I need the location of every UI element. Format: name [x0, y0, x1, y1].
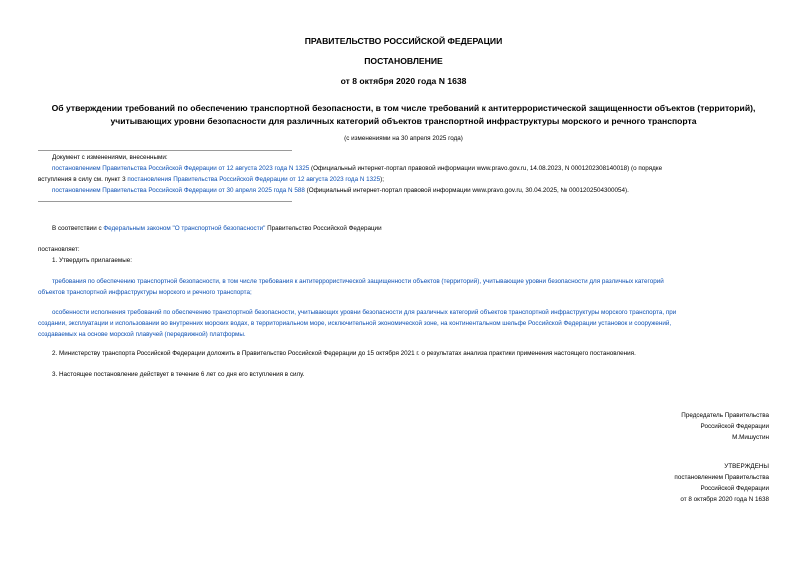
amendment-link-1[interactable]: постановлением Правительства Российской Федерации от 12 августа 2023 года N 1325	[52, 165, 310, 172]
amendment-cont-text: вступления в силу см. пункт 3	[38, 176, 128, 183]
approval-country: Российской Федерации	[700, 485, 769, 492]
amendment-text-1: (Официальный интернет-портал правовой информации www.pravo.gov.ru, 14.08.2023, N 0001202308140018) (о порядке	[309, 165, 663, 172]
document-title-line-1: Об утверждении требований по обеспечению транспортной безопасности, в том числе требований к антитеррористической защищенности объектов (территорий),	[51, 103, 756, 113]
divider-top	[38, 150, 292, 151]
signature-block	[681, 410, 769, 443]
document-title	[0, 102, 807, 128]
amendment-cont-link[interactable]: постановления Правительства Российской Федерации от 12 августа 2023 года N 1325	[127, 176, 381, 183]
signature-country: Российской Федерации	[700, 423, 769, 430]
divider-bottom	[38, 201, 292, 202]
amendment-text-2: (Официальный интернет-портал правовой информации www.pravo.gov.ru, 30.04.2025, № 0001202504300054).	[304, 187, 629, 194]
preamble-start: В соответствии с	[52, 225, 104, 232]
preamble	[52, 223, 382, 234]
approved-specifics-link[interactable]	[38, 307, 770, 340]
approval-date: от 8 октября 2020 года N 1638	[680, 496, 769, 503]
approval-block	[674, 461, 769, 505]
approved-requirements-link[interactable]	[38, 276, 770, 298]
paragraph-3: 3. Настоящее постановление действует в течение 6 лет со дня его вступления в силу.	[52, 371, 305, 378]
approval-by: постановлением Правительства	[674, 474, 769, 481]
amendment-item-1-continuation	[38, 174, 768, 185]
specifics-line-2[interactable]: создании, эксплуатации и использовании во внутренних морских водах, в территориальном море, исключительной экономической зоне, на континентальном шельфе Российской Федерации установок и сооружений,	[38, 320, 672, 327]
issuing-authority: ПРАВИТЕЛЬСТВО РОССИЙСКОЙ ФЕДЕРАЦИИ	[304, 36, 503, 46]
paragraph-2: 2. Министерству транспорта Российской Федерации доложить в Правительство Российской Федерации до 15 октября 2021 г. о результатах анализа практики применения настоящего постановления.	[52, 350, 636, 357]
document-date-number: от 8 октября 2020 года N 1638	[340, 76, 467, 86]
approval-label: УТВЕРЖДЕНЫ	[724, 463, 769, 470]
amendments-intro: Документ с изменениями, внесенными:	[52, 154, 168, 161]
preamble-end: Правительство Российской Федерации	[265, 225, 382, 232]
amendment-cont-tail: );	[380, 176, 385, 183]
document-title-line-2: учитывающих уровни безопасности для различных категорий объектов транспортной инфраструктуры морского и речного транспорта	[110, 116, 697, 126]
requirements-line-1[interactable]: требования по обеспечению транспортной безопасности, в том числе требования к антитеррористической защищенности объектов (территорий), учитывающие уровни безопасности для различных категорий	[52, 278, 664, 285]
signature-title: Председатель Правительства	[681, 412, 769, 419]
requirements-line-2[interactable]: объектов транспортной инфраструктуры морского и речного транспорта;	[38, 289, 252, 296]
resolves-text: постановляет:	[38, 246, 80, 253]
specifics-line-1[interactable]: особенности исполнения требований по обеспечению транспортной безопасности, учитывающих уровни безопасности для различных категорий объектов транспортной инфраструктуры морского транспорта, при	[52, 309, 677, 316]
amendment-item-1	[52, 163, 772, 174]
amendment-link-2[interactable]: постановлением Правительства Российской Федерации от 30 апреля 2025 года N 588	[52, 187, 305, 194]
amendment-item-2	[52, 185, 772, 196]
specifics-line-3[interactable]: создаваемых на основе морской плавучей (передвижной) платформы.	[38, 331, 246, 338]
document-type: ПОСТАНОВЛЕНИЕ	[364, 56, 443, 66]
signature-name: М.Мишустин	[732, 434, 769, 441]
federal-law-link[interactable]: Федеральным законом "О транспортной безопасности"	[103, 225, 266, 232]
revision-note: (с изменениями на 30 апреля 2025 года)	[344, 135, 463, 142]
paragraph-1: 1. Утвердить прилагаемые:	[52, 257, 132, 264]
